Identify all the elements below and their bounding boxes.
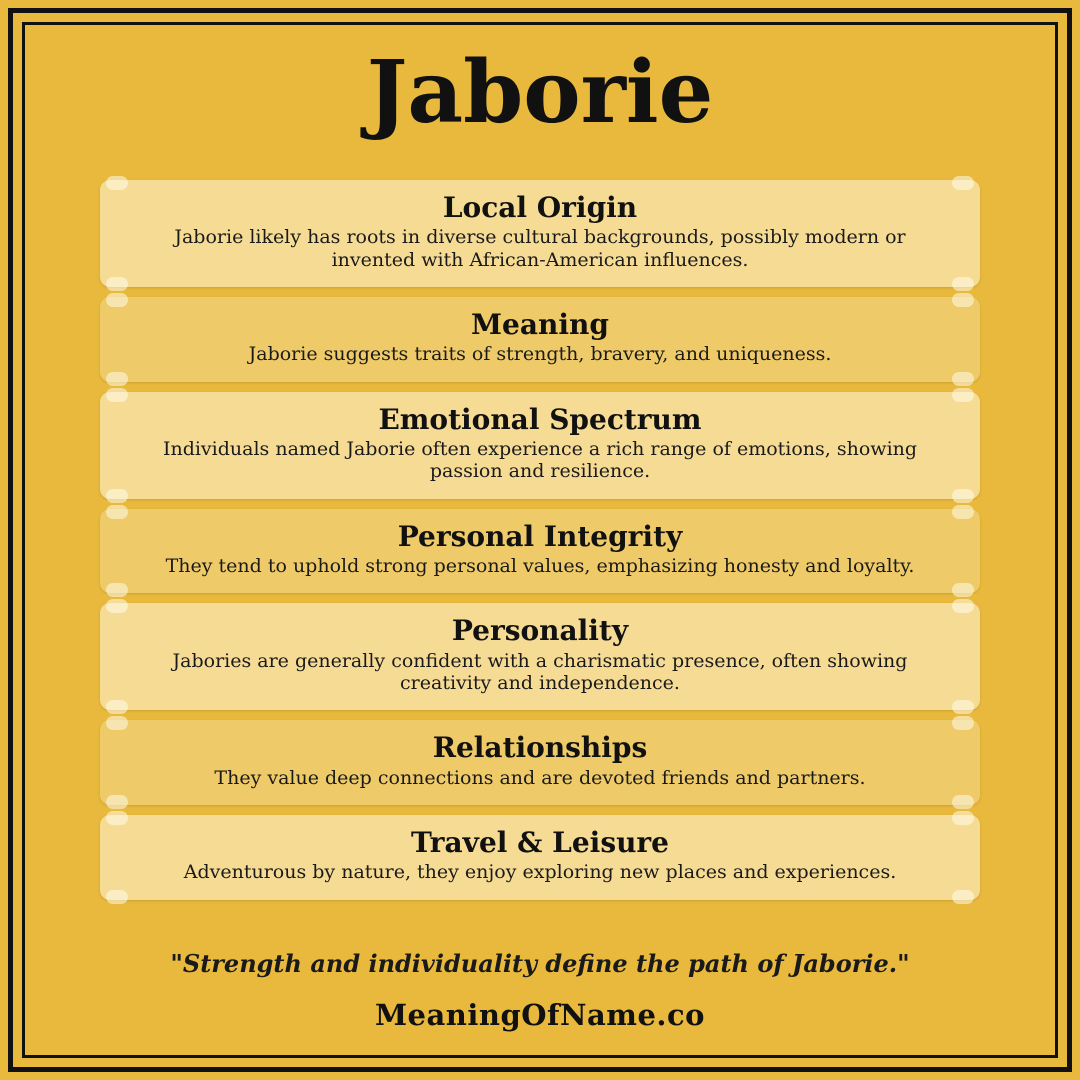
info-card-travel-leisure [100, 815, 980, 900]
card-title: Personal Integrity [397, 519, 683, 553]
poster-content [30, 30, 1050, 1050]
info-card-personal-integrity [100, 509, 980, 594]
info-card-relationships [100, 720, 980, 805]
card-nub-icon [106, 599, 128, 613]
card-title: Travel & Leisure [410, 826, 669, 860]
card-nub-icon [106, 293, 128, 307]
card-title: Local Origin [442, 191, 638, 225]
card-nub-icon [106, 700, 128, 714]
page-title: Jaborie [366, 42, 714, 143]
card-nub-icon [952, 372, 974, 386]
card-nub-icon [952, 700, 974, 714]
card-title: Relationships [432, 731, 648, 765]
card-nub-icon [106, 583, 128, 597]
card-nub-icon [952, 277, 974, 291]
card-nub-icon [952, 293, 974, 307]
info-card-meaning [100, 297, 980, 382]
card-body: Individuals named Jaborie often experience a rich range of emotions, showing passion and resilience. [162, 438, 918, 483]
card-nub-icon [106, 372, 128, 386]
tagline-quote: "Strength and individuality define the path of Jaborie." [170, 949, 910, 978]
card-body: They tend to uphold strong personal values, emphasizing honesty and loyalty. [165, 555, 915, 578]
info-card-personality [100, 603, 980, 710]
card-nub-icon [952, 489, 974, 503]
card-nub-icon [106, 277, 128, 291]
card-nub-icon [106, 176, 128, 190]
card-nub-icon [952, 599, 974, 613]
card-nub-icon [952, 388, 974, 402]
card-title: Emotional Spectrum [378, 402, 702, 436]
site-name: MeaningOfName.co [374, 998, 706, 1032]
card-nub-icon [952, 795, 974, 809]
card-body: Jaborie likely has roots in diverse cultural backgrounds, possibly modern or invented with African-American influences. [174, 226, 906, 271]
card-nub-icon [952, 811, 974, 825]
info-card-local-origin [100, 180, 980, 287]
card-body: Adventurous by nature, they enjoy exploring new places and experiences. [183, 861, 897, 884]
card-nub-icon [952, 890, 974, 904]
card-body: Jabories are generally confident with a charismatic presence, often showing creativity and independence. [172, 649, 908, 695]
card-nub-icon [952, 583, 974, 597]
card-nub-icon [106, 388, 128, 402]
card-nub-icon [106, 489, 128, 503]
card-nub-icon [952, 176, 974, 190]
card-title: Meaning [471, 308, 609, 342]
card-nub-icon [106, 716, 128, 730]
card-nub-icon [952, 505, 974, 519]
card-title: Personality [451, 614, 629, 648]
card-nub-icon [106, 795, 128, 809]
info-card-list [100, 180, 980, 899]
info-card-emotional-spectrum [100, 392, 980, 499]
card-body: They value deep connections and are devoted friends and partners. [214, 766, 866, 789]
card-nub-icon [952, 716, 974, 730]
card-nub-icon [106, 890, 128, 904]
poster-footer [100, 949, 980, 1050]
card-nub-icon [106, 811, 128, 825]
card-body: Jaborie suggests traits of strength, bravery, and uniqueness. [248, 343, 832, 366]
card-nub-icon [106, 505, 128, 519]
